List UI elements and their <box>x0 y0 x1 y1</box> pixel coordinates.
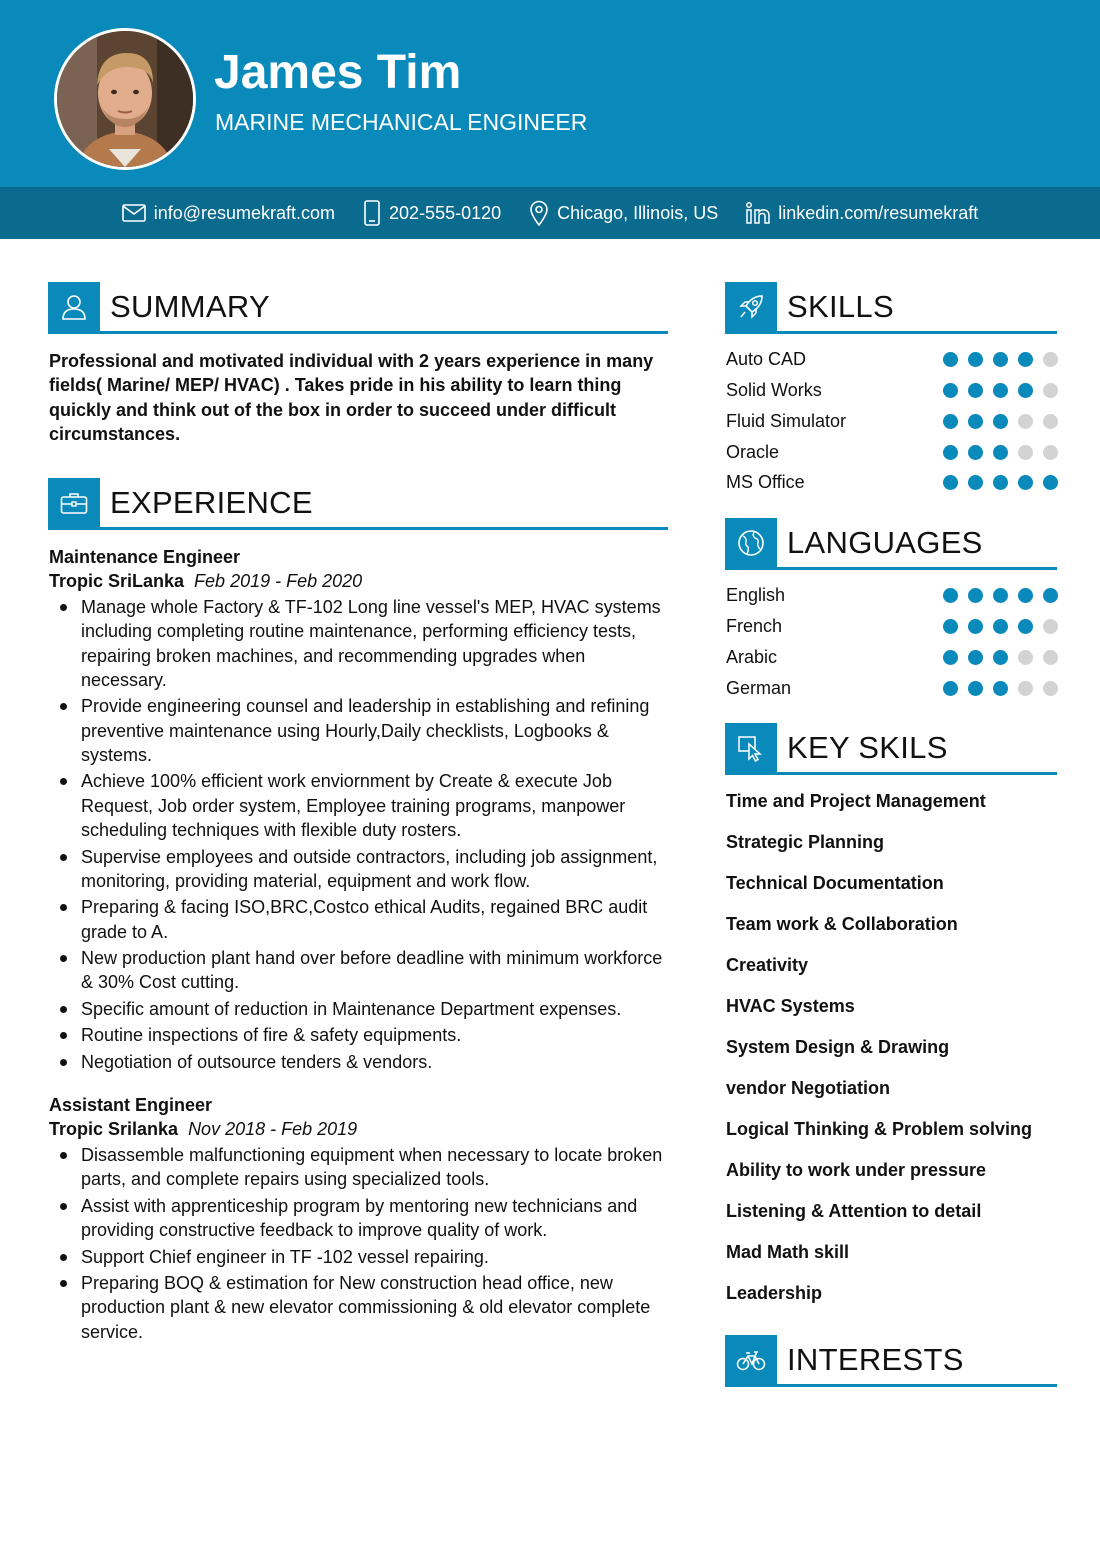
skill-name: Solid Works <box>726 379 822 400</box>
job-bullet: Support Chief engineer in TF -102 vessel repairing. <box>49 1245 674 1269</box>
job-bullet: Preparing BOQ & estimation for New construction head office, new production plant & new elevator commissioning & old elevator complete service. <box>49 1271 674 1344</box>
job-bullet: Preparing & facing ISO,BRC,Costco ethical Audits, regained BRC audit grade to A. <box>49 895 674 944</box>
language-name: French <box>726 615 783 636</box>
key-skill-item: Time and Project Management <box>726 791 986 811</box>
portrait-photo <box>57 31 193 167</box>
key-skills-heading <box>725 723 1057 775</box>
rating-dot-filled <box>943 445 958 460</box>
section-icon-box <box>725 282 777 331</box>
skill-name: Oracle <box>726 441 780 462</box>
skill-rating <box>933 383 1058 398</box>
key-skill-item: Technical Documentation <box>726 873 944 893</box>
rating-dot-filled <box>968 475 983 490</box>
interests-heading <box>725 1335 1057 1387</box>
rating-dot-filled <box>968 588 983 603</box>
rating-dot-filled <box>943 383 958 398</box>
briefcase-icon <box>60 491 88 515</box>
rating-dot-filled <box>993 681 1008 696</box>
skill-rating <box>933 445 1058 460</box>
job-role: Assistant Engineer <box>49 1095 213 1115</box>
rating-dot-filled <box>968 383 983 398</box>
cursor-click-icon <box>737 734 765 762</box>
job-dates: Nov 2018 - Feb 2019 <box>188 1119 358 1139</box>
languages-title: LANGUAGES <box>787 525 983 560</box>
job-entry <box>49 1093 674 1346</box>
rating-dot-filled <box>1018 619 1033 634</box>
section-icon-box <box>725 518 777 567</box>
user-icon <box>61 294 87 320</box>
language-row <box>726 614 1058 638</box>
rating-dot-filled <box>993 445 1008 460</box>
skill-rating <box>933 475 1058 490</box>
job-entry <box>49 545 674 1076</box>
key-skills-title: KEY SKILS <box>787 730 948 765</box>
skill-rating <box>933 352 1058 367</box>
experience-title: EXPERIENCE <box>110 485 313 520</box>
rating-dot-empty <box>1018 681 1033 696</box>
key-skill-item: Creativity <box>726 955 809 975</box>
skills-title: SKILLS <box>787 289 894 324</box>
rocket-icon <box>737 293 765 321</box>
rating-dot-filled <box>1018 475 1033 490</box>
language-rating <box>933 650 1058 665</box>
job-bullet: Provide engineering counsel and leadership in establishing and refining preventive maintenance using Hourly,Daily checklists, Logbooks & systems. <box>49 694 674 767</box>
rating-dot-filled <box>943 681 958 696</box>
job-role: Maintenance Engineer <box>49 547 241 567</box>
rating-dot-filled <box>968 445 983 460</box>
key-skill-item: Listening & Attention to detail <box>726 1201 982 1221</box>
language-row <box>726 583 1058 607</box>
job-bullet: Routine inspections of fire & safety equipments. <box>49 1023 674 1047</box>
key-skill-item: HVAC Systems <box>726 996 855 1016</box>
job-bullet: Negotiation of outsource tenders & vendors. <box>49 1050 674 1074</box>
contact-phone[interactable] <box>363 200 501 226</box>
bicycle-icon <box>736 1349 766 1371</box>
rating-dot-filled <box>993 383 1008 398</box>
rating-dot-filled <box>1018 383 1033 398</box>
skill-row <box>726 440 1058 464</box>
key-skill-item: Mad Math skill <box>726 1242 850 1262</box>
job-company: Tropic SriLanka <box>49 571 185 591</box>
job-title: MARINE MECHANICAL ENGINEER <box>215 109 588 135</box>
job-bullet: Supervise employees and outside contractors, including job assignment, monitoring, providing material, equipment and work flow. <box>49 845 674 894</box>
job-bullet: Achieve 100% efficient work enviornment by Create & execute Job Request, Job order system, Employee training programs, manpower scheduling techniques with flexible duty rosters. <box>49 769 674 842</box>
phone-icon <box>363 200 381 226</box>
key-skill-item: Team work & Collaboration <box>726 914 958 934</box>
language-name: English <box>726 584 786 605</box>
skills-heading <box>725 282 1057 334</box>
job-bullet: New production plant hand over before deadline with minimum workforce & 30% Cost cutting. <box>49 946 674 995</box>
rating-dot-empty <box>1018 414 1033 429</box>
rating-dot-filled <box>943 588 958 603</box>
contact-bar <box>0 187 1100 239</box>
rating-dot-filled <box>1043 588 1058 603</box>
rating-dot-filled <box>943 475 958 490</box>
skill-rating <box>933 414 1058 429</box>
rating-dot-filled <box>943 619 958 634</box>
skill-name: Auto CAD <box>726 348 807 369</box>
linkedin-icon <box>746 202 770 224</box>
job-meta <box>49 1117 674 1141</box>
key-skill-item: Ability to work under pressure <box>726 1160 987 1180</box>
rating-dot-filled <box>1018 588 1033 603</box>
rating-dot-filled <box>993 352 1008 367</box>
rating-dot-filled <box>993 414 1008 429</box>
rating-dot-filled <box>1018 352 1033 367</box>
key-skill-item: System Design & Drawing <box>726 1037 950 1057</box>
key-skill-item: vendor Negotiation <box>726 1078 891 1098</box>
contact-phone-text: 202-555-0120 <box>389 202 502 223</box>
skill-row <box>726 409 1058 433</box>
language-rating <box>933 681 1058 696</box>
rating-dot-filled <box>968 352 983 367</box>
job-bullet: Disassemble malfunctioning equipment when necessary to locate broken parts, and complete repairs using specialized tools. <box>49 1143 674 1192</box>
job-bullet: Assist with apprenticeship program by mentoring new technicians and providing constructive feedback to improve quality of work. <box>49 1194 674 1243</box>
rating-dot-empty <box>1043 352 1058 367</box>
key-skill-item: Logical Thinking & Problem solving <box>726 1119 1033 1139</box>
contact-linkedin[interactable] <box>746 202 978 224</box>
key-skill-item: Strategic Planning <box>726 832 885 852</box>
summary-heading <box>48 282 668 334</box>
contact-email[interactable] <box>122 203 335 224</box>
job-meta <box>49 569 674 593</box>
rating-dot-empty <box>1043 414 1058 429</box>
language-rating <box>933 588 1058 603</box>
rating-dot-empty <box>1043 619 1058 634</box>
section-icon-box <box>48 478 100 527</box>
section-icon-box <box>48 282 100 331</box>
job-bullets <box>49 595 674 1074</box>
candidate-name: James Tim <box>214 46 462 99</box>
rating-dot-filled <box>993 619 1008 634</box>
rating-dot-filled <box>968 619 983 634</box>
rating-dot-empty <box>1043 681 1058 696</box>
language-name: German <box>726 677 792 698</box>
experience-heading <box>48 478 668 530</box>
summary-title: SUMMARY <box>110 289 270 324</box>
rating-dot-empty <box>1043 650 1058 665</box>
language-row <box>726 645 1058 669</box>
summary-text: Professional and motivated individual with 2 years experience in many fields( Marine/ MEP/ HVAC) . Takes pride in his ability to learn thing quickly and think out of the box in order to succeed under difficult circumstances. <box>49 351 654 444</box>
avatar <box>54 28 196 170</box>
rating-dot-empty <box>1043 445 1058 460</box>
rating-dot-filled <box>968 681 983 696</box>
rating-dot-filled <box>968 650 983 665</box>
section-icon-box <box>725 723 777 772</box>
contact-location-text: Chicago, Illinois, US <box>557 202 719 223</box>
mail-icon <box>122 204 146 222</box>
rating-dot-empty <box>1018 445 1033 460</box>
section-icon-box <box>725 1335 777 1384</box>
rating-dot-empty <box>1018 650 1033 665</box>
rating-dot-filled <box>968 414 983 429</box>
contact-linkedin-text: linkedin.com/resumekraft <box>778 202 979 223</box>
rating-dot-empty <box>1043 383 1058 398</box>
job-bullet: Manage whole Factory & TF-102 Long line vessel's MEP, HVAC systems including completing routine maintenance, performing efficiency tests, repairing broken machines, and recommending upgrades when necessary. <box>49 595 674 692</box>
globe-icon <box>737 529 765 557</box>
skill-name: Fluid Simulator <box>726 410 847 431</box>
language-row <box>726 676 1058 700</box>
skill-row <box>726 470 1058 494</box>
rating-dot-filled <box>943 414 958 429</box>
job-bullet: Specific amount of reduction in Maintenance Department expenses. <box>49 997 674 1021</box>
rating-dot-filled <box>943 650 958 665</box>
language-name: Arabic <box>726 646 778 667</box>
language-rating <box>933 619 1058 634</box>
rating-dot-filled <box>1043 475 1058 490</box>
rating-dot-filled <box>993 475 1008 490</box>
skill-row <box>726 378 1058 402</box>
contact-email-text: info@resumekraft.com <box>153 202 336 223</box>
interests-title: INTERESTS <box>787 1342 964 1377</box>
job-bullets <box>49 1143 674 1344</box>
languages-heading <box>725 518 1057 570</box>
rating-dot-filled <box>943 352 958 367</box>
skill-row <box>726 347 1058 371</box>
job-company: Tropic Srilanka <box>49 1119 179 1139</box>
header-banner <box>0 0 1100 187</box>
contact-location[interactable] <box>529 200 718 226</box>
location-pin-icon <box>529 200 549 226</box>
skill-name: MS Office <box>726 471 805 492</box>
rating-dot-filled <box>993 650 1008 665</box>
key-skill-item: Leadership <box>726 1283 823 1303</box>
job-dates: Feb 2019 - Feb 2020 <box>194 571 363 591</box>
rating-dot-filled <box>993 588 1008 603</box>
